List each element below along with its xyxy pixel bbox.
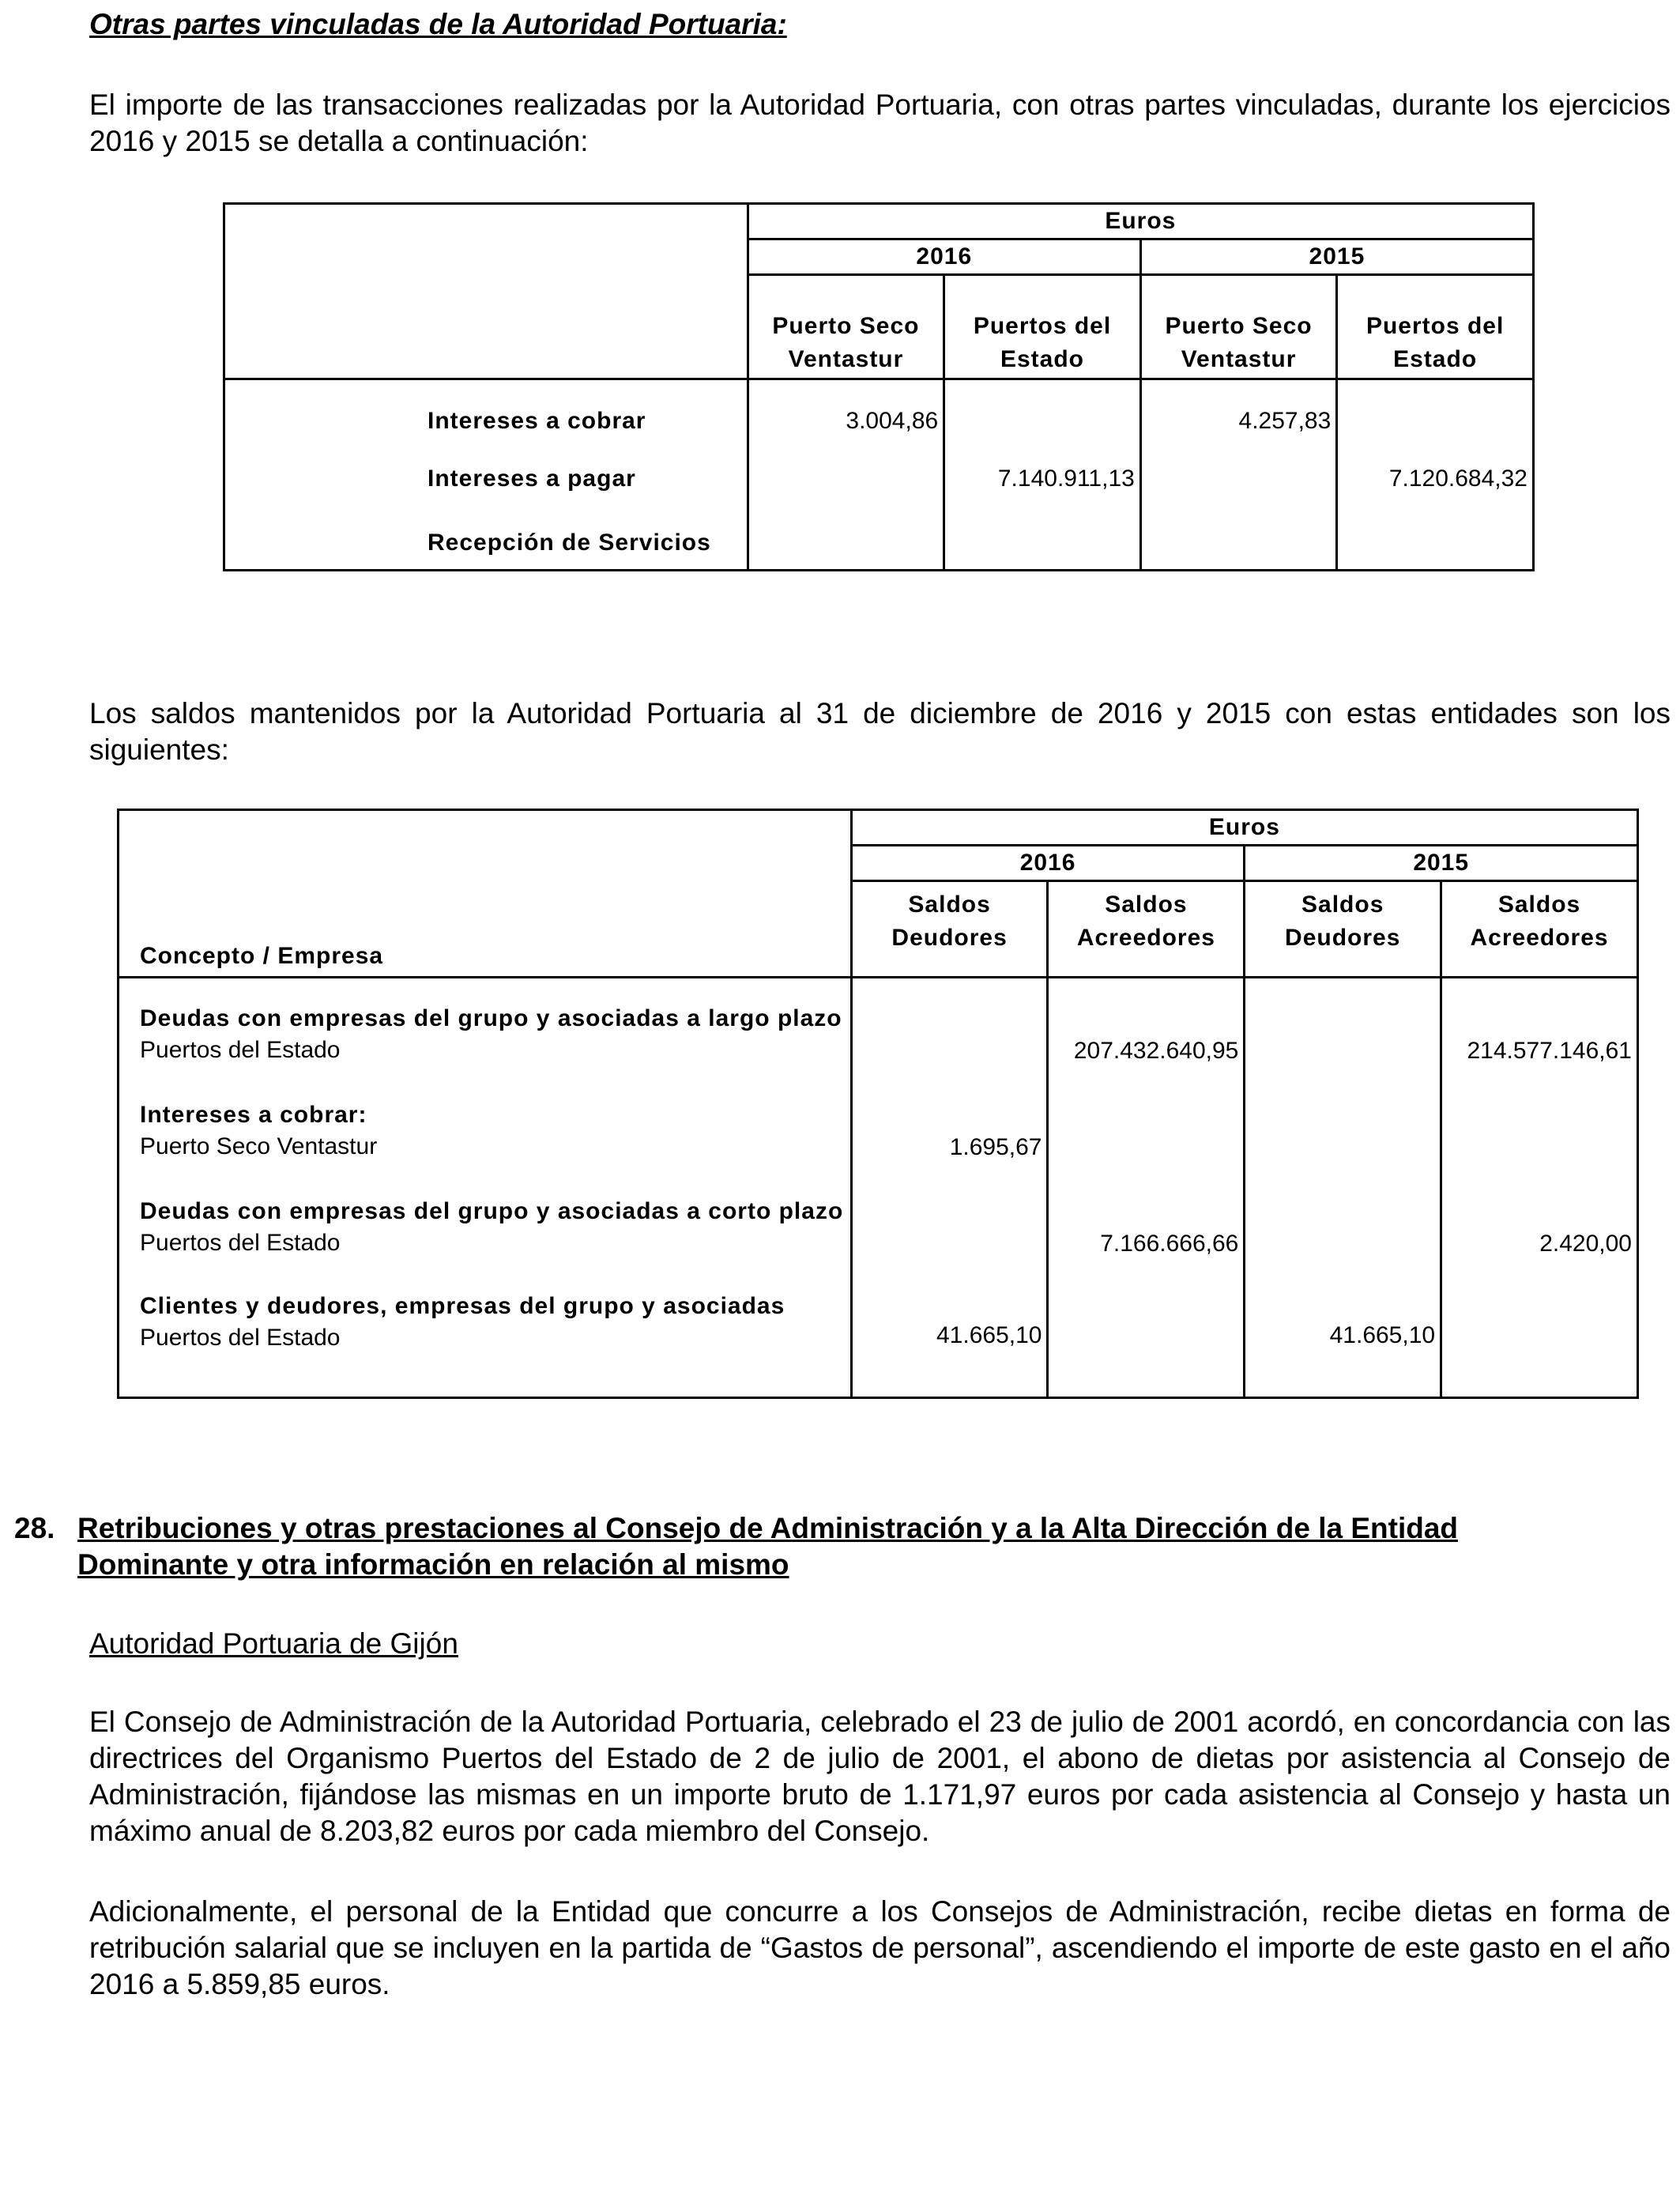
table1-year-2015: 2015	[1140, 239, 1533, 275]
saldos-paragraph: Los saldos mantenidos por la Autoridad Portuaria al 31 de diciembre de 2016 y 2015 con estas entidades son los siguientes:	[89, 697, 1671, 766]
table-row	[119, 1267, 1638, 1398]
cell-value	[1048, 1074, 1245, 1171]
group-title: Deudas con empresas del grupo y asociadas a corto plazo	[140, 1197, 844, 1224]
cell-value	[851, 978, 1048, 1074]
group-entity: Puertos del Estado	[140, 1229, 341, 1256]
paragraph-consejo: El Consejo de Administración de la Autoridad Portuaria, celebrado el 23 de julio de 2001 acordó, en concordancia con las directrices del Organismo Puertos del Estado de 2 de julio de 2001, el abono de dietas por asistencia al Consejo de Administración, fijándose las mismas en un importe bruto de 1.171,97 euros por cada asistencia al Consejo y hasta un máximo anual de 8.203,82 euros por cada miembro del Consejo.	[89, 1706, 1671, 1847]
cell-value	[1245, 978, 1441, 1074]
cell-value	[748, 512, 944, 571]
section-heading: Otras partes vinculadas de la Autoridad Portuaria:	[89, 8, 787, 40]
group-cell	[119, 1074, 852, 1171]
group-cell	[119, 978, 852, 1074]
cell-value	[1441, 1267, 1638, 1398]
table2-col-header: Saldos Deudores	[1245, 881, 1441, 978]
cell-value: 7.120.684,32	[1337, 446, 1534, 512]
group-title: Clientes y deudores, empresas del grupo y asociadas	[140, 1292, 785, 1319]
paragraph-adicional: Adicionalmente, el personal de la Entidad que concurre a los Consejos de Administración, recibe dietas en forma de retribución salarial que se incluyen en la partida de “Gastos de personal”, ascendiendo el importe de este gasto en el año 2016 a 5.859,85 euros.	[89, 1895, 1671, 2000]
group-entity: Puerto Seco Ventastur	[140, 1133, 378, 1159]
table-row	[224, 512, 1534, 571]
section-title: Retribuciones y otras prestaciones al Consejo de Administración y a la Alta Dirección de la Entidad Dominante y otra información en relación al mismo	[77, 1512, 1459, 1581]
intro-paragraph: El importe de las transacciones realizadas por la Autoridad Portuaria, con otras partes vinculadas, durante los ejercicios 2016 y 2015 se detalla a continuación:	[89, 89, 1671, 157]
table1-col-header: Puertos del Estado	[944, 275, 1141, 379]
cell-value	[851, 1171, 1048, 1267]
group-entity: Puertos del Estado	[140, 1324, 341, 1351]
table1-currency-header: Euros	[748, 204, 1533, 239]
cell-value	[1337, 379, 1534, 446]
group-title: Deudas con empresas del grupo y asociadas a largo plazo	[140, 1005, 842, 1031]
cell-value	[1337, 512, 1534, 571]
cell-value	[1245, 1074, 1441, 1171]
cell-value	[1048, 1267, 1245, 1398]
row-label: Intereses a cobrar	[224, 379, 748, 446]
cell-value	[1245, 1171, 1441, 1267]
table-row	[119, 1074, 1638, 1171]
concept-header: Concepto / Empresa	[119, 810, 852, 978]
table-row	[119, 978, 1638, 1074]
table1-year-2016: 2016	[748, 239, 1140, 275]
balances-table	[117, 809, 1639, 1399]
section-number: 28.	[14, 1512, 55, 1544]
table2-col-header: Saldos Acreedores	[1048, 881, 1245, 978]
cell-value: 41.665,10	[1245, 1267, 1441, 1398]
group-title: Intereses a cobrar:	[140, 1101, 367, 1128]
subheading: Autoridad Portuaria de Gijón	[89, 1627, 458, 1660]
table2-year-2015: 2015	[1245, 846, 1638, 881]
cell-value	[1140, 512, 1336, 571]
row-label: Intereses a pagar	[224, 446, 748, 512]
row-label: Recepción de Servicios	[224, 512, 748, 571]
table1-col-header: Puerto Seco Ventastur	[748, 275, 944, 379]
cell-value	[1140, 446, 1336, 512]
table-row	[224, 379, 1534, 446]
cell-value: 1.695,67	[851, 1074, 1048, 1171]
cell-value: 41.665,10	[851, 1267, 1048, 1398]
group-cell	[119, 1171, 852, 1267]
table-row	[224, 446, 1534, 512]
cell-value	[944, 379, 1141, 446]
cell-value: 207.432.640,95	[1048, 978, 1245, 1074]
table-row	[119, 1171, 1638, 1267]
cell-value: 7.166.666,66	[1048, 1171, 1245, 1267]
cell-value	[1441, 1074, 1638, 1171]
cell-value: 2.420,00	[1441, 1171, 1638, 1267]
cell-value: 214.577.146,61	[1441, 978, 1638, 1074]
table1-col-header: Puerto Seco Ventastur	[1140, 275, 1336, 379]
cell-value	[944, 512, 1141, 571]
table2-currency-header: Euros	[851, 810, 1637, 846]
group-cell	[119, 1267, 852, 1398]
table2-year-2016: 2016	[851, 846, 1245, 881]
cell-value: 3.004,86	[748, 379, 944, 446]
table1-empty-header	[224, 204, 748, 379]
table2-col-header: Saldos Deudores	[851, 881, 1048, 978]
transactions-table	[223, 202, 1535, 571]
table1-col-header: Puertos del Estado	[1337, 275, 1534, 379]
cell-value: 4.257,83	[1140, 379, 1336, 446]
group-entity: Puertos del Estado	[140, 1036, 341, 1063]
cell-value	[748, 446, 944, 512]
cell-value: 7.140.911,13	[944, 446, 1141, 512]
table2-col-header: Saldos Acreedores	[1441, 881, 1638, 978]
